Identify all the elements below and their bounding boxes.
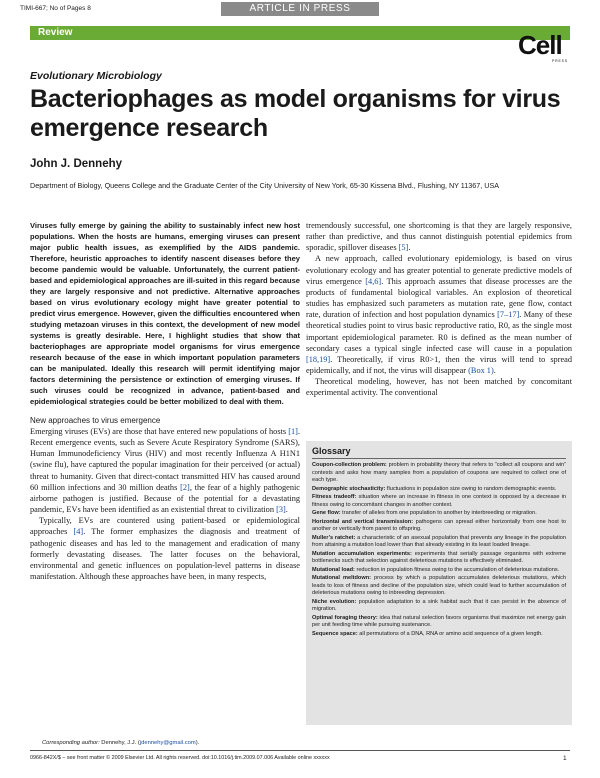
glossary-divider	[312, 458, 566, 459]
glossary-entry: Fitness tradeoff: situation where an increase in fitness in one context is opposed by a decrease in fitness owing to concomitant changes in another context.	[312, 494, 566, 508]
glossary-box	[306, 441, 572, 725]
cell-logo-word: Cell	[518, 30, 562, 60]
glossary-entry: Horizontal and vertical transmission: pathogens can spread either horizontally from one host to another or vertically from parent to offspring.	[312, 518, 566, 532]
section-label: Evolutionary Microbiology	[30, 70, 162, 82]
review-bar	[30, 26, 570, 40]
paragraph-2: Typically, EVs are countered using patient-based or epidemiological approaches [4]. The former emphasizes the diagnosis and treatment of pathogenic diseases and has led to the management and eradication of many formerly devastating diseases. The latter focuses on the behavioral, environmental and genetic influences on population-level patterns in disease manifestation. Although these approaches have been, in many respects,	[30, 516, 300, 582]
glossary-entry: Sequence space: all permutations of a DNA, RNA or amino acid sequence of a given length.	[312, 630, 543, 637]
corresponding-author: Corresponding author: Dennehy, J.J. (jdennehy@gmail.com).	[42, 740, 200, 746]
citation-link[interactable]: [18,19]	[306, 354, 331, 364]
journal-footer: 0966-842X/$ – see front matter © 2009 Elsevier Ltd. All rights reserved. doi:10.1016/j.tim.2009.07.006 Available online xxxxxx	[30, 755, 330, 761]
glossary-entry: Coupon-collection problem: problem in probability theory that refers to “collect all coupons and win” contests and asks how many samples from a population of coupons are required to collect one of each type.	[312, 462, 566, 483]
subheading-new-approaches: New approaches to virus emergence	[30, 416, 161, 425]
right-column	[306, 220, 572, 399]
glossary-entry: Muller’s ratchet: a characteristic of an asexual population that prevents any lineage in the population from attaining a mutation load lower than that already existing in its least loaded lineage.	[312, 534, 566, 548]
citation-link[interactable]: [2]	[180, 482, 190, 492]
paragraph-3: tremendously successful, one shortcoming is that they are largely responsive, rather than predictive, and thus cannot distinguish potential epidemics from sporadic, spillover diseases [5].	[306, 221, 572, 253]
author-email-link[interactable]: jdennehy@gmail.com	[139, 740, 196, 746]
article-in-press-banner: ARTICLE IN PRESS	[221, 2, 379, 16]
glossary-entry: Mutation accumulation experiments: experiments that serially passage organisms with extreme bottlenecks such that selection against deleterious mutations is effectively eliminated.	[312, 550, 566, 564]
review-tag: Review	[38, 27, 73, 38]
paragraph-4: A new approach, called evolutionary epidemiology, is based on virus evolutionary ecology and has greater potential to generate predictive models of virus emergence [4,6]. This approach assumes that disease processes are the products of fundamental biological variables. An explosion of theoretical studies has emphasized such parameters as mutation rate, gene flow, contact rate, duration of infection and host population dynamics [7–17]. Many of these theoretical studies point to virus basic reproductive ratio, R0, as the single most important epidemiological parameter. R0 is defined as the mean number of secondary cases a typical single infected case will cause in a population [18,19]. Theoretically, if virus R0>1, then the virus will tend to spread epidemically, and if not, the virus will disappear (Box 1).	[306, 254, 573, 376]
glossary-entry: Demographic stochasticity: fluctuations in population size owing to random demographic events.	[312, 485, 557, 492]
author-name: John J. Dennehy	[30, 158, 123, 170]
cell-logo-press: PRESS	[552, 59, 568, 63]
glossary-list	[312, 462, 566, 639]
left-column	[30, 220, 300, 582]
glossary-entry: Mutational meltdown: process by which a population accumulates deleterious mutations, which leads to loss of fitness and decline of the population size, which could lead to further accumulation of deleterious mutations owing to inbreeding depression.	[312, 575, 566, 596]
page-number: 1	[563, 755, 567, 762]
citation-link[interactable]: [5]	[398, 243, 409, 253]
citation-link[interactable]: [4,6]	[365, 276, 382, 286]
running-header-code: TIMI-667; No of Pages 8	[20, 5, 91, 12]
citation-link[interactable]: [4]	[73, 527, 84, 537]
article-title: Bacteriophages as model organisms for virus emergence research	[30, 85, 561, 142]
cell-press-logo	[518, 30, 572, 64]
glossary-entry: Gene flow: transfer of alleles from one population to another by interbreeding or migration.	[312, 510, 537, 516]
author-affiliation: Department of Biology, Queens College and the Graduate Center of the City University of New York, 65-30 Kissena Blvd., Flushing, NY 11367, USA	[30, 181, 500, 190]
glossary-entry: Mutational load: reduction in population fitness owing to the accumulation of deleterious mutations.	[312, 566, 560, 573]
citation-link[interactable]: [1]	[288, 427, 298, 436]
citation-link[interactable]: [3]	[276, 505, 286, 515]
paragraph-5: Theoretical modeling, however, has not been matched by concomitant experimental activity. The conventional	[306, 377, 572, 398]
glossary-title: Glossary	[312, 446, 351, 456]
paragraph-1: Emerging viruses (EVs) are those that have entered new populations of hosts [1]. Recent emergence events, such as Severe Acute Respiratory Syndrome (SARS), Human Immunodeficiency Virus (HIV) and most recently Influenza A H1N1 (swine flu), have captured the popular imagination for their perceived (or actual) threat to humanity. Given that direct-contact transmitted HIV has caused around 60 million infections and 30 million deaths [2], the fear of a highly pathogenic airborne pathogen is justified. Because of the potential for a devastating pandemic, EVs have been identified as an existential threat to civilization [3].	[30, 427, 300, 515]
glossary-entry: Optimal foraging theory: idea that natural selection favors organisms that maximize net energy gain per unit feeding time while pursuing sustenance.	[312, 614, 566, 628]
glossary-entry: Niche evolution: population adaptation to a sink habitat such that it can persist in the absence of migration.	[312, 598, 566, 612]
footer-divider	[30, 750, 570, 751]
box-link[interactable]: (Box 1)	[468, 366, 494, 376]
citation-link[interactable]: [7–17]	[497, 310, 520, 320]
abstract: Viruses fully emerge by gaining the ability to sustainably infect new host populations. When the hosts are humans, emerging viruses can present major public health issues, as exemplified by the AIDS pandemic. Therefore, heuristic approaches to identify nascent diseases before they become pandemic would be valuable. Unfortunately, the current patient-based and epidemiological approaches are ill-suited in this regard because they are largely responsive and not predictive. Alternative approaches based on virus evolutionary ecology might have greater potential to predict virus emergence. However, given the difficulties encountered when studying metazoan viruses in this context, the development of new model systems is greatly desirable. Here, I highlight studies that show that bacteriophages are appropriate model organisms for virus emergence research because of the ease in which important population parameters can be manipulated. Ideally this research will permit identifying major factors determining the persistence or extinction of emerging viruses. If such viruses could be recognized in advance, patient-based and epidemiological strategies could be better mobilized to deal with them.	[30, 221, 300, 406]
